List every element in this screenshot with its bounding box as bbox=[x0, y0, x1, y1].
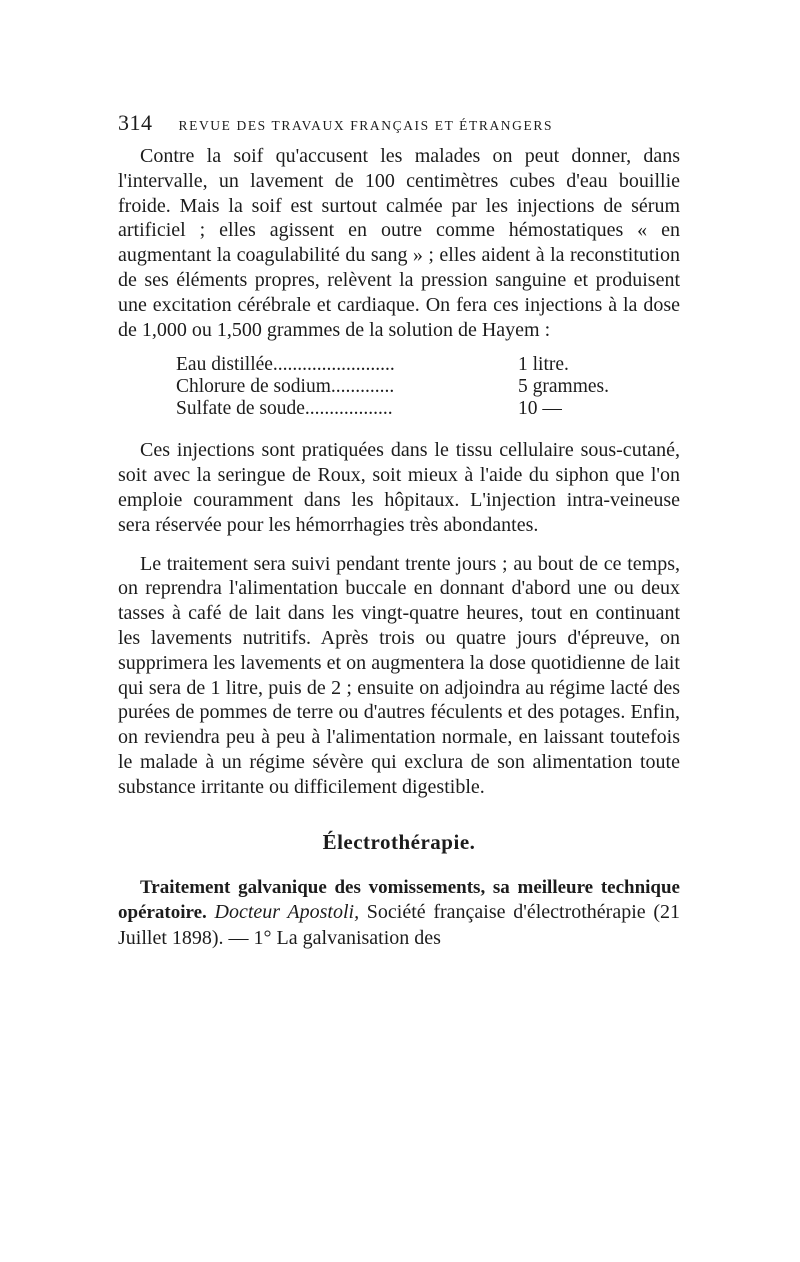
running-head: REVUE DES TRAVAUX FRANÇAIS ET ÉTRANGERS bbox=[178, 118, 554, 133]
paragraph-treatment-course: Le traitement sera suivi pendant trente jours ; au bout de ce temps, on reprendra l'alimentation buccale en donnant d'abord une ou deux tasses à café de lait dans les vingt-quatre heures, tout en continuant les lavements nutritifs. Après trois ou quatre jours d'épreuve, on supprimera les lavements et on augmentera la dose quotidienne de lait qui sera de 1 litre, puis de 2 ; ensuite on adjoindra au régime lacté des purées de pommes de terre ou d'autres féculents et des potages. Enfin, on reviendra peu à peu à l'alimentation normale, en laissant toutefois le malade à un régime sévère qui exclura de son alimentation toute substance irritante ou difficilement digestible. bbox=[118, 552, 680, 798]
hayem-solution-recipe bbox=[176, 354, 628, 420]
recipe-row bbox=[176, 376, 628, 398]
page-number: 314 bbox=[118, 110, 153, 135]
article-title: Traitement galvanique des vomissements, sa meilleure technique opératoire. bbox=[118, 876, 680, 924]
recipe-ingredient: Eau distillée......................... bbox=[176, 354, 395, 376]
article-source: Société française d'électrothérapie (21 Juillet 1898). — 1° La galvanisation des bbox=[118, 901, 680, 950]
recipe-dose: 1 litre. bbox=[518, 354, 569, 376]
recipe-ingredient: Sulfate de soude.................. bbox=[176, 398, 393, 420]
section-title: Électrothérapie. bbox=[322, 829, 476, 854]
document-page bbox=[118, 110, 680, 951]
paragraph-injection-method: Ces injections sont pratiquées dans le tissu cellulaire sous-cutané, soit avec la seringue de Roux, soit mieux à l'aide du siphon que l'on emploie couramment dans les hôpitaux. L'injection intra-veineuse sera réservée pour les hémorrhagies très abondantes. bbox=[118, 439, 680, 536]
recipe-ingredient: Chlorure de sodium............. bbox=[176, 376, 395, 398]
recipe-row bbox=[176, 354, 628, 376]
recipe-row bbox=[176, 398, 628, 420]
article-author: Docteur Apostoli, bbox=[214, 901, 360, 924]
recipe-dose: 5 grammes. bbox=[518, 376, 609, 398]
paragraph-galvanic-treatment bbox=[118, 875, 680, 951]
paragraph-thirst-injections: Contre la soif qu'accusent les malades on peut donner, dans l'intervalle, un lavement de 100 centimètres cubes d'eau bouillie froide. Mais la soif est surtout calmée par les injections de sérum artificiel ; elles agissent en outre comme hémostatiques « en augmentant la coagulabilité du sang » ; elles aident à la reconstitution de ses éléments propres, relèvent la pression sanguine et produisent une excitation cérébrale et cardiaque. On fera ces injections à la dose de 1,000 ou 1,500 grammes de la solution de Hayem : bbox=[118, 145, 680, 341]
recipe-dose: 10 — bbox=[518, 398, 562, 420]
page-header bbox=[118, 110, 680, 138]
